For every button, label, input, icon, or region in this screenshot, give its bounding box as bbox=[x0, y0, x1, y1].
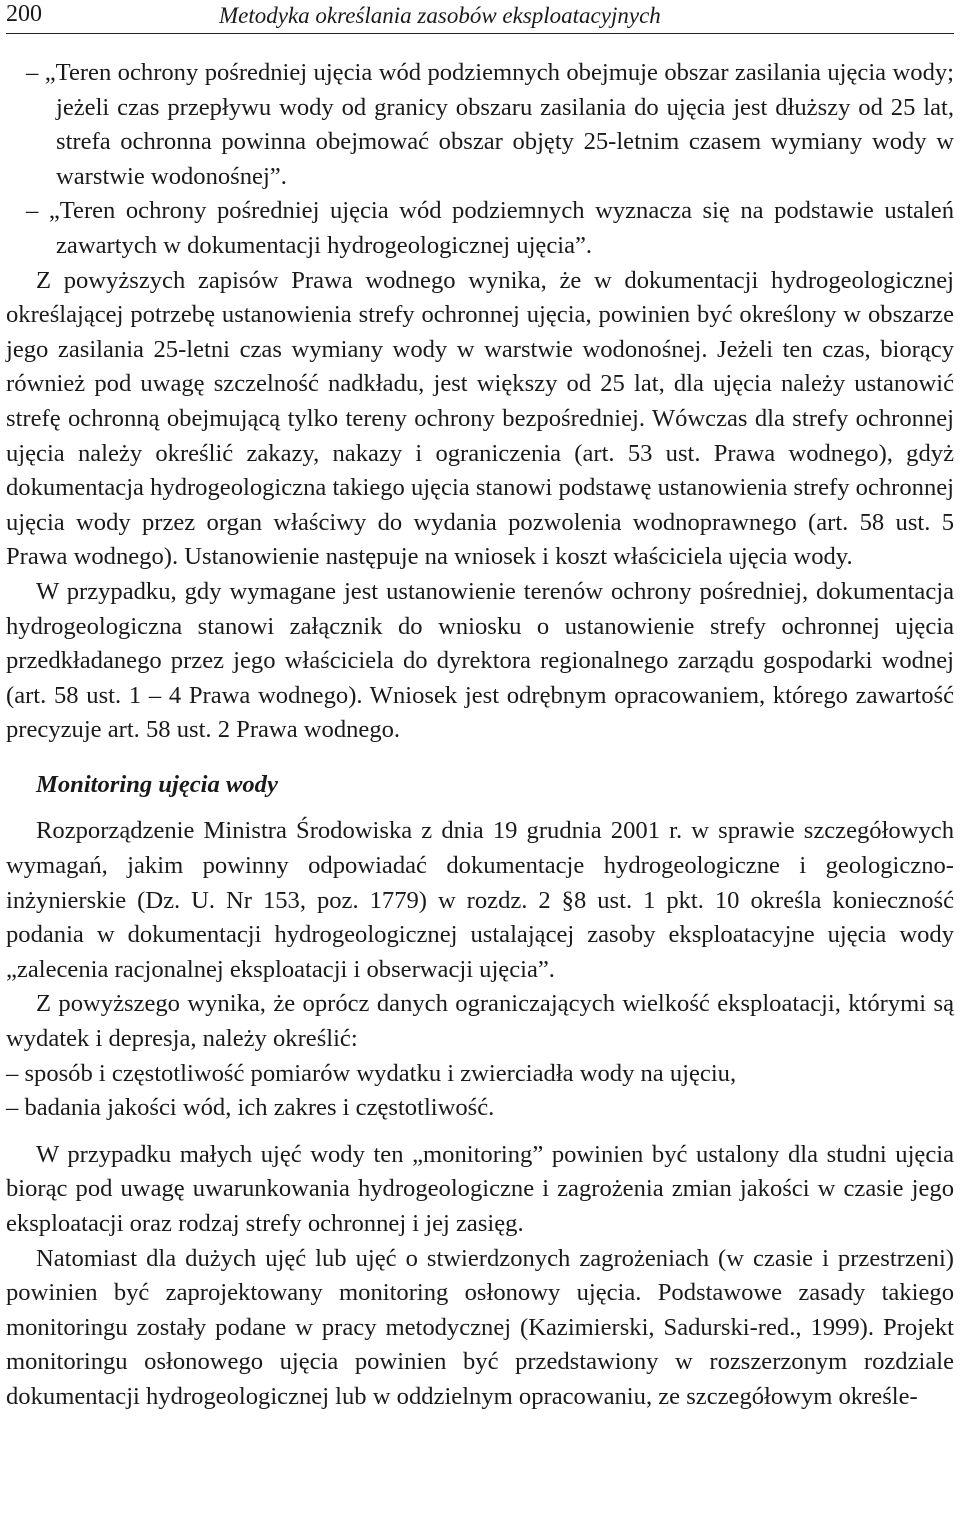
page-number: 200 bbox=[6, 1, 42, 27]
paragraph-6: Natomiast dla dużych ujęć lub ujęć o stwierdzonych zagrożeniach (w czasie i przestrzeni) powinien być zaprojektowany monitoring osłonowy ujęcia. Podstawowe zasady takiego monitoringu zostały podane w pracy metodycznej (Kazimierski, Sadurski-red., 1999). Projekt monitoringu osłonowego ujęcia powinien być przedstawiony w rozszerzonym rozdziale dokumentacji hydrogeologicznej lub w oddzielnym opracowaniu, ze szczegółowym określe- bbox=[6, 1244, 954, 1410]
spacer bbox=[6, 748, 954, 768]
running-title: Metodyka określania zasobów eksploatacyjnych bbox=[219, 3, 661, 28]
paragraph-1: Z powyższych zapisów Prawa wodnego wynika, że w dokumentacji hydrogeologicznej określającej potrzebę ustanowienia strefy ochronnej ujęcia, powinien być określony w obszarze jego zasilania 25-letni czas wymiany wody w warstwie wodonośnej. Jeżeli ten czas, biorący również pod uwagę szczelność nadkładu, jest większy od 25 lat, dla ujęcia należy ustanowić strefę ochronną obejmującą tylko tereny ochrony bezpośredniej. Wówczas dla strefy ochronnej ujęcia należy określić zakazy, nakazy i ograniczenia (art. 53 ust. Prawa wodnego), gdyż dokumentacja hydrogeologiczna takiego ujęcia stanowi podstawę ustanowienia strefy ochronnej ujęcia wody przez organ właściwy do wydania pozwolenia wodnoprawnego (art. 58 ust. 5 Prawa wodnego). Ustanowienie następuje na wniosek i koszt właściciela ujęcia wody. bbox=[6, 266, 954, 571]
paragraph-3: Rozporządzenie Ministra Środowiska z dnia 19 grudnia 2001 r. w sprawie szczegółowych wymagań, jakim powinny odpowiadać dokumentacje hydrogeologiczne i geologiczno-inżynierskie (Dz. U. Nr 153, poz. 1779) w rozdz. 2 §8 ust. 1 pkt. 10 określa konieczność podania w dokumentacji hydrogeologicznej ustalającej zasoby eksploatacyjne ujęcia wody „zalecenia racjonalnej eksploatacji i obserwacji ujęcia”. bbox=[6, 817, 954, 983]
paragraph-2: W przypadku, gdy wymagane jest ustanowienie terenów ochrony pośredniej, dokumentacja hydrogeologiczna stanowi załącznik do wniosku o ustanowienie strefy ochronnej ujęcia przedkładanego przez jego właściciela do dyrektora regionalnego zarządu gospodarki wodnej (art. 58 ust. 1 – 4 Prawa wodnego). Wniosek jest odrębnym opracowaniem, którego zawartość precyzuje art. 58 ust. 2 Prawa wodnego. bbox=[6, 577, 954, 744]
spacer bbox=[6, 1126, 954, 1138]
list-item: – badania jakości wód, ich zakres i częstotliwość. bbox=[6, 1094, 495, 1122]
page-header bbox=[0, 0, 960, 34]
spacer bbox=[6, 802, 954, 814]
document-body bbox=[6, 56, 954, 1415]
quote-bullet-1: – „Teren ochrony pośredniej ujęcia wód podziemnych obejmuje obszar zasilania ujęcia wody; jeżeli czas przepływu wody od granicy obszaru zasilania do ujęcia jest dłuższy od 25 lat, strefa ochronna powinna obejmować obszar objęty 25-letnim czasem wymiany wody w warstwie wodonośnej”. bbox=[26, 59, 954, 190]
paragraph-5: W przypadku małych ujęć wody ten „monitoring” powinien być ustalony dla studni ujęcia biorąc pod uwagę uwarunkowania hydrogeologiczne i zagrożenia zmian jakości w czasie jego eksploatacji oraz rodzaj strefy ochronnej i jej zasięg. bbox=[6, 1140, 954, 1237]
quote-bullet-2: – „Teren ochrony pośredniej ujęcia wód podziemnych wyznacza się na podstawie ustaleń zawartych w dokumentacji hydrogeologicznej ujęcia”. bbox=[26, 197, 954, 259]
header-rule bbox=[6, 33, 954, 34]
paragraph-4: Z powyższego wynika, że oprócz danych ograniczających wielkość eksploatacji, którymi są wydatek i depresja, należy określić: bbox=[6, 990, 954, 1053]
list-item: – sposób i częstotliwość pomiarów wydatku i zwierciadła wody na ujęciu, bbox=[6, 1059, 737, 1087]
section-heading: Monitoring ujęcia wody bbox=[36, 770, 278, 798]
